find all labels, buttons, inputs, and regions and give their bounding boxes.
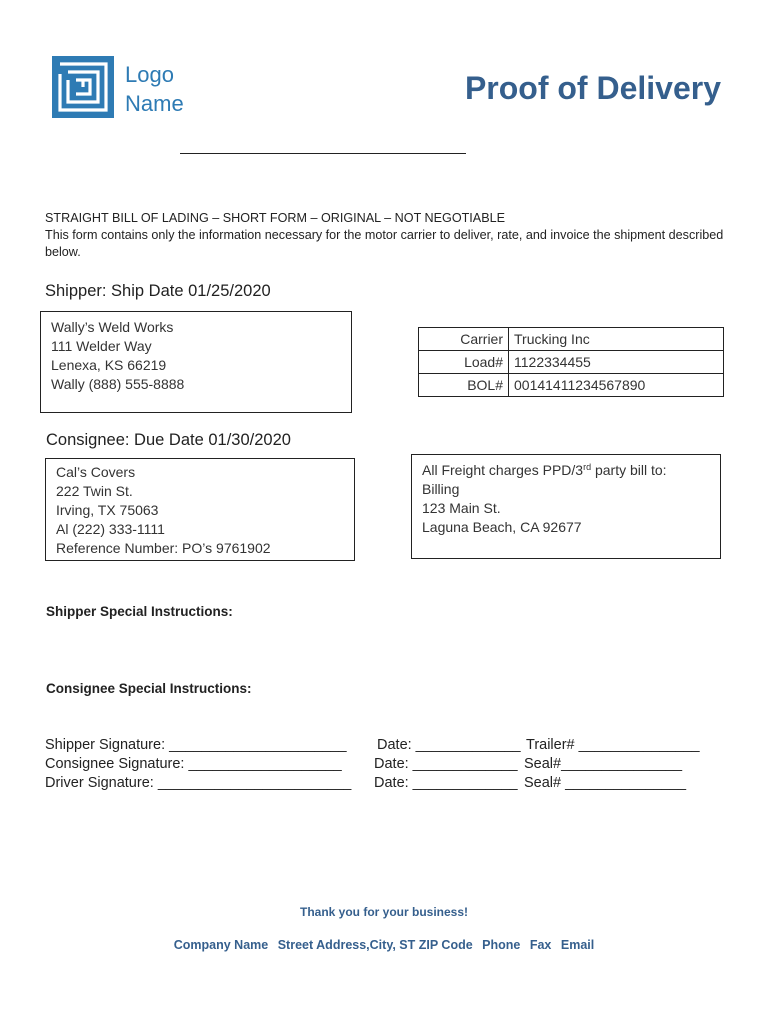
billing-line [422,461,710,480]
page-title: Proof of Delivery [464,70,721,106]
driver-date-field[interactable]: Date: _____________ [374,775,518,791]
consignee-line: Cal’s Covers [56,464,136,480]
table-row [419,374,724,397]
consignee-line: Al (222) 333-1111 [56,521,165,537]
consignee-address-box [45,458,355,561]
load-label: Load# [419,351,509,374]
logo-line1: Logo [125,62,174,87]
billing-sup: rd [583,462,592,472]
billing-pre: All Freight charges PPD/3 [422,462,584,478]
title-underline [180,153,466,154]
billing-line: Billing [422,481,460,497]
logo-maze-icon [52,56,114,118]
driver-signature-field[interactable]: Driver Signature: ________________________ [45,775,352,791]
bol-value: 00141411234567890 [509,374,724,397]
bol-label: BOL# [419,374,509,397]
shipper-line: 111 Welder Way [51,338,152,354]
carrier-table [418,327,724,397]
intro-line1: STRAIGHT BILL OF LADING – SHORT FORM – ORIGINAL – NOT NEGOTIABLE [45,211,506,225]
table-row [419,351,724,374]
seal-field[interactable]: Seal# _______________ [524,775,687,791]
seal-field[interactable]: Seal#_______________ [524,756,683,772]
consignee-date-field[interactable]: Date: _____________ [374,756,518,772]
shipper-date-field[interactable]: Date: _____________ [377,737,521,753]
footer-company: Company Name [173,938,269,952]
footer-phone: Phone [482,938,521,952]
logo-name [125,60,184,118]
consignee-heading: Consignee: Due Date 01/30/2020 [46,431,291,449]
billing-box [411,454,721,559]
trailer-field[interactable]: Trailer# _______________ [526,737,700,753]
load-value: 1122334455 [509,351,724,374]
logo-line2: Name [125,91,184,116]
shipper-signature-field[interactable]: Shipper Signature: ______________________ [45,737,347,753]
billing-line: Laguna Beach, CA 92677 [422,519,582,535]
carrier-label: Carrier [419,328,509,351]
billing-post: party bill to: [591,462,667,478]
billing-line: 123 Main St. [422,500,501,516]
consignee-line: Irving, TX 75063 [56,502,159,518]
shipper-line: Wally (888) 555-8888 [51,376,185,392]
footer-address: Street Address,City, ST ZIP Code [277,938,473,952]
shipper-line: Wally’s Weld Works [51,319,174,335]
consignee-line: 222 Twin St. [56,483,133,499]
intro-text [45,210,730,261]
shipper-heading: Shipper: Ship Date 01/25/2020 [45,282,271,300]
intro-line2: This form contains only the information necessary for the motor carrier to deliver, rate, and invoice the shipment described below. [45,228,724,259]
consignee-signature-field[interactable]: Consignee Signature: ___________________ [45,756,342,772]
thank-you-text: Thank you for your business! [299,905,469,919]
carrier-value: Trucking Inc [509,328,724,351]
footer-email: Email [560,938,595,952]
shipper-address-box [40,311,352,413]
shipper-line: Lenexa, KS 66219 [51,357,167,373]
shipper-instructions-label: Shipper Special Instructions: [46,604,233,619]
footer-contact [0,938,768,952]
consignee-line: Reference Number: PO’s 9761902 [56,540,271,556]
consignee-instructions-label: Consignee Special Instructions: [46,681,252,696]
table-row [419,328,724,351]
footer-fax: Fax [529,938,552,952]
